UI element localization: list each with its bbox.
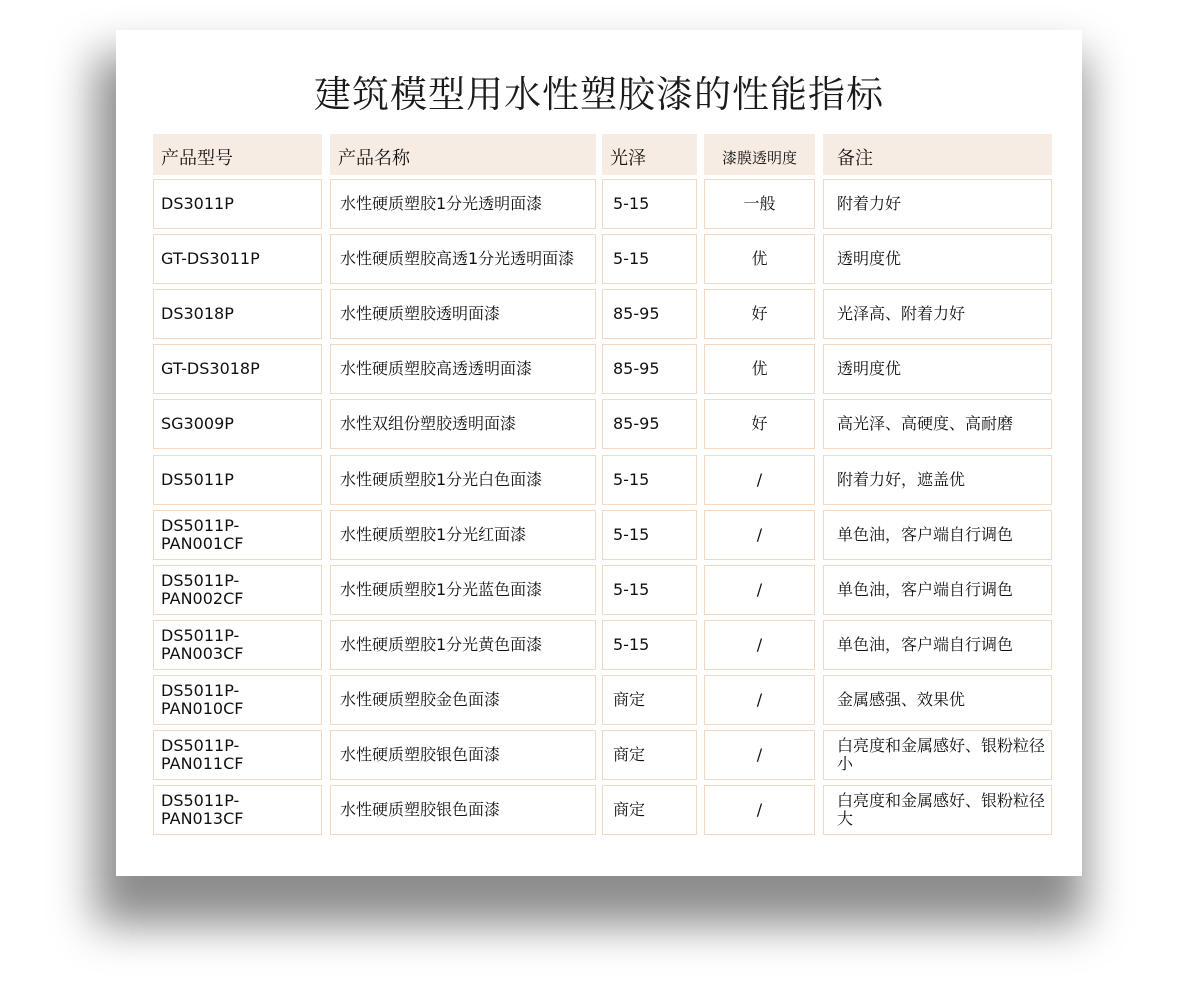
- cell-transparency: 好: [704, 289, 815, 339]
- cell-name: 水性硬质塑胶银色面漆: [330, 730, 596, 780]
- cell-gloss: 5-15: [602, 620, 697, 670]
- cell-remark: 光泽高、附着力好: [823, 289, 1052, 339]
- cell-transparency: 一般: [704, 179, 815, 229]
- cell-model: SG3009P: [153, 399, 322, 449]
- cell-model: DS5011P-PAN002CF: [153, 565, 322, 615]
- cell-name: 水性硬质塑胶金色面漆: [330, 675, 596, 725]
- cell-model: DS5011P-PAN011CF: [153, 730, 322, 780]
- cell-gloss: 5-15: [602, 234, 697, 284]
- cell-gloss: 85-95: [602, 344, 697, 394]
- cell-remark: 附着力好: [823, 179, 1052, 229]
- cell-transparency: /: [704, 455, 815, 505]
- cell-gloss: 85-95: [602, 289, 697, 339]
- cell-name: 水性硬质塑胶1分光透明面漆: [330, 179, 596, 229]
- cell-name: 水性硬质塑胶银色面漆: [330, 785, 596, 835]
- cell-transparency: /: [704, 785, 815, 835]
- cell-gloss: 5-15: [602, 455, 697, 505]
- cell-model: GT-DS3011P: [153, 234, 322, 284]
- cell-transparency: /: [704, 510, 815, 560]
- cell-name: 水性双组份塑胶透明面漆: [330, 399, 596, 449]
- cell-transparency: /: [704, 565, 815, 615]
- cell-model: DS5011P-PAN013CF: [153, 785, 322, 835]
- cell-remark: 白亮度和金属感好、银粉粒径大: [823, 785, 1052, 835]
- header-model: 产品型号: [153, 134, 322, 175]
- cell-model: GT-DS3018P: [153, 344, 322, 394]
- cell-gloss: 5-15: [602, 179, 697, 229]
- cell-transparency: 优: [704, 344, 815, 394]
- cell-name: 水性硬质塑胶透明面漆: [330, 289, 596, 339]
- cell-gloss: 5-15: [602, 510, 697, 560]
- cell-remark: 透明度优: [823, 234, 1052, 284]
- cell-remark: 单色油，客户端自行调色: [823, 620, 1052, 670]
- cell-remark: 金属感强、效果优: [823, 675, 1052, 725]
- cell-transparency: /: [704, 675, 815, 725]
- cell-name: 水性硬质塑胶1分光黄色面漆: [330, 620, 596, 670]
- header-remark: 备注: [823, 134, 1052, 175]
- cell-name: 水性硬质塑胶高透1分光透明面漆: [330, 234, 596, 284]
- cell-gloss: 商定: [602, 785, 697, 835]
- page-title: 建筑模型用水性塑胶漆的性能指标: [314, 73, 884, 116]
- cell-gloss: 商定: [602, 730, 697, 780]
- header-gloss: 光泽: [602, 134, 697, 175]
- cell-model: DS5011P-PAN003CF: [153, 620, 322, 670]
- header-name: 产品名称: [330, 134, 596, 175]
- cell-model: DS5011P: [153, 455, 322, 505]
- cell-remark: 附着力好，遮盖优: [823, 455, 1052, 505]
- cell-name: 水性硬质塑胶高透透明面漆: [330, 344, 596, 394]
- cell-remark: 单色油，客户端自行调色: [823, 565, 1052, 615]
- cell-model: DS5011P-PAN010CF: [153, 675, 322, 725]
- cell-transparency: /: [704, 730, 815, 780]
- cell-remark: 透明度优: [823, 344, 1052, 394]
- cell-model: DS3018P: [153, 289, 322, 339]
- cell-model: DS3011P: [153, 179, 322, 229]
- cell-model: DS5011P-PAN001CF: [153, 510, 322, 560]
- cell-transparency: /: [704, 620, 815, 670]
- cell-gloss: 5-15: [602, 565, 697, 615]
- cell-remark: 单色油，客户端自行调色: [823, 510, 1052, 560]
- cell-gloss: 85-95: [602, 399, 697, 449]
- cell-name: 水性硬质塑胶1分光红面漆: [330, 510, 596, 560]
- cell-remark: 高光泽、高硬度、高耐磨: [823, 399, 1052, 449]
- cell-gloss: 商定: [602, 675, 697, 725]
- cell-remark: 白亮度和金属感好、银粉粒径小: [823, 730, 1052, 780]
- spec-sheet-card: [116, 30, 1082, 876]
- cell-name: 水性硬质塑胶1分光蓝色面漆: [330, 565, 596, 615]
- cell-transparency: 优: [704, 234, 815, 284]
- header-transparency: 漆膜透明度: [704, 134, 815, 175]
- cell-transparency: 好: [704, 399, 815, 449]
- cell-name: 水性硬质塑胶1分光白色面漆: [330, 455, 596, 505]
